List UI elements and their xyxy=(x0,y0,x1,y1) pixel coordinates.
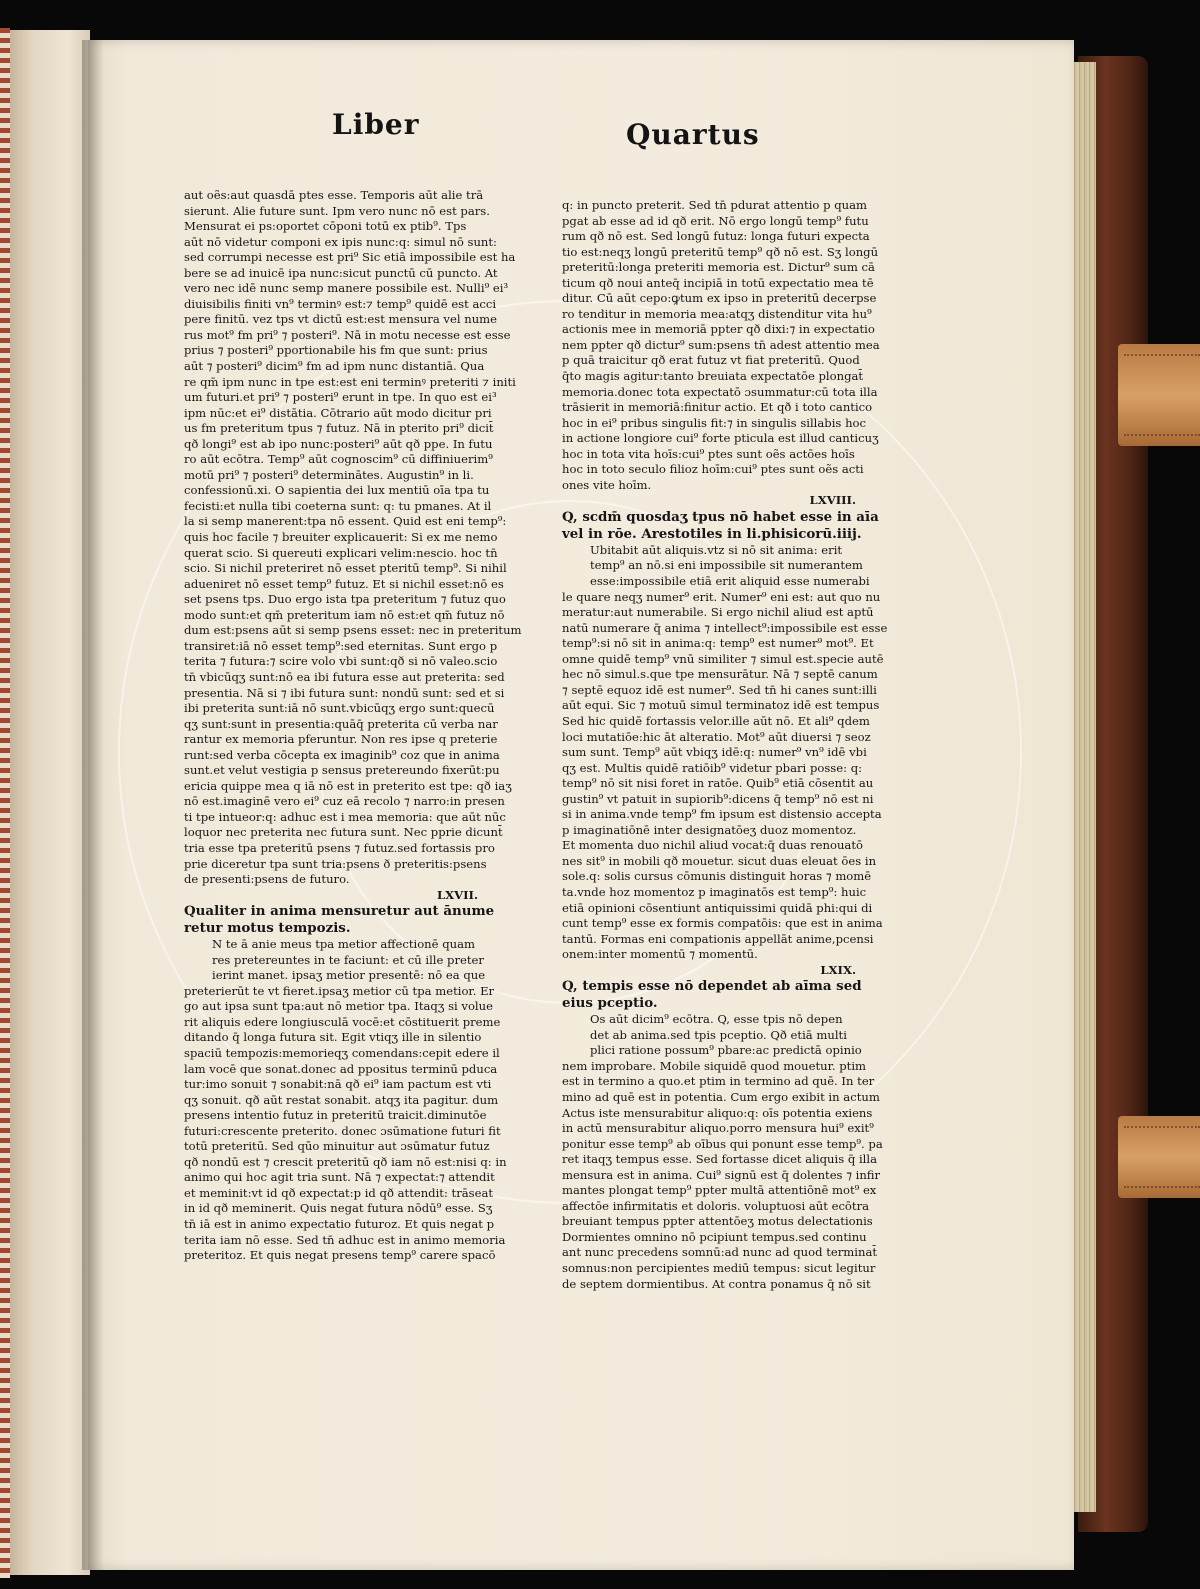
text-line: ibi preterita sunt:iā nō sunt.vbicūqʒ ergo sunt:quecū xyxy=(184,701,495,716)
text-line: ta.vnde hoz momentoz p imaginatōs est temp⁹: huic xyxy=(562,884,867,899)
text-line: memoria.donec tota expectatō ɔsummatur:cū tota illa xyxy=(562,384,878,399)
text-line: set psens tps. Duo ergo ista tpa preteritum ⁊ futuz quo xyxy=(184,592,506,607)
text-column-right xyxy=(562,198,888,1291)
text-line: ponitur esse temp⁹ ab oībus qui ponunt esse temp⁹. pa xyxy=(562,1136,883,1151)
text-line: qð longi⁹ est ab ipo nunc:posteri⁹ aūt qð ppe. In futu xyxy=(184,436,493,451)
book-left-page xyxy=(0,30,90,1575)
running-head-left: Liber xyxy=(332,108,420,141)
text-line: temp⁹:si nō sit in anima:q: temp⁹ est numer⁹ mot⁹. Et xyxy=(562,636,874,651)
text-line: modo sunt:et qm̄ preteritum iam nō est:et qm̄ futuz nō xyxy=(184,607,505,622)
text-line: et meminit:vt id qð expectat:p id qð attendit: trāseat xyxy=(184,1185,494,1200)
text-line: Sed hic quidē fortassis velor.ille aūt nō. Et ali⁹ qdem xyxy=(562,713,870,728)
text-line: Mensurat ei ps:oportet cōponi totū ex ptib⁹. Tps xyxy=(184,219,467,234)
text-line: bere se ad inuicē ipa nunc:sicut punctū cū puncto. At xyxy=(184,265,498,280)
text-line: runt:sed verba cōcepta ex imaginib⁹ coz que in anima xyxy=(184,747,500,762)
text-line: mino ad quē est in potentia. Cum ergo exibit in actum xyxy=(562,1089,880,1104)
text-line: tn̄ vbicūqʒ sunt:nō ea ibi futura esse aut preterita: sed xyxy=(184,669,505,684)
text-line: go aut ipsa sunt tpa:aut nō metior tpa. Itaqʒ si volue xyxy=(184,999,493,1014)
clasp-strap-top xyxy=(1118,344,1200,446)
text-line: presentia. Nā si ⁊ ibi futura sunt: nondū sunt: sed et si xyxy=(184,685,505,700)
chapter-number: LXVII. xyxy=(436,887,478,902)
text-line: mantes plongat temp⁹ ppter multā attentiōnē mot⁹ ex xyxy=(562,1183,877,1198)
text-line: rum qð nō est. Sed longū futuz: longa futuri expecta xyxy=(562,229,870,244)
chapter-number: LXVIII. xyxy=(809,493,856,508)
text-line: re qm̄ ipm nunc in tpe est:est eni terminꝰ preteriti ⁊ initi xyxy=(184,374,516,389)
text-line: preteritoz. Et quis negat presens temp⁹ carere spacō xyxy=(184,1248,496,1263)
text-line: Qualiter in anima mensuretur aut ānume xyxy=(184,903,495,920)
text-line: si in anima.vnde temp⁹ fm ipsum est distensio accepta xyxy=(562,807,882,822)
text-line: de presenti:psens de futuro. xyxy=(184,872,350,887)
text-line: onem:inter momentū ⁊ momentū. xyxy=(562,947,758,962)
text-line: sole.q: solis cursus cōmunis distinguit horas ⁊ momē xyxy=(562,869,872,884)
text-line: ericia quippe mea q iā nō est in preterito est tpe: qð iaʒ xyxy=(184,778,512,793)
text-line: affectōe infirmitatis et doloris. voluptuosi aūt ecōtra xyxy=(562,1198,870,1213)
text-line: totū preteritū. Sed qūo minuitur aut ɔsūmatur futuz xyxy=(184,1139,490,1154)
text-line: aūt ⁊ posteri⁹ dicim⁹ fm ad ipm nunc distantiā. Qua xyxy=(184,359,485,374)
text-line: esse:impossibile etiā erit aliquid esse numerabi xyxy=(590,574,870,589)
text-line: loquor nec preterita nec futura sunt. Nec pprie dicunt̄ xyxy=(184,825,503,840)
text-line: quis hoc facile ⁊ breuiter explicauerit: Si ex me nemo xyxy=(184,530,498,545)
text-line: sierunt. Alie future sunt. Ipm vero nunc nō est pars. xyxy=(184,203,490,218)
text-line: tur:imo sonuit ⁊ sonabit:nā qð ei⁹ iam pactum est vti xyxy=(184,1077,492,1092)
text-line: q: in puncto preterit. Sed tn̄ pdurat attentio p quam xyxy=(562,198,867,212)
text-line: in actū mensurabitur aliquo.porro mensura hui⁹ exit⁹ xyxy=(562,1121,874,1136)
text-line: aūt equi. Sic ⁊ motuū simul terminatoz idē est tempus xyxy=(562,698,880,713)
text-line: natū numerare q̄ anima ⁊ intellect⁹:impossibile est esse xyxy=(562,620,888,635)
text-line: Q, tempis esse nō dependet ab aīma sed xyxy=(562,978,862,995)
text-line: le quare neqʒ numer⁹ erit. Numer⁹ eni est: aut quo nu xyxy=(562,589,881,604)
text-line: omne quidē temp⁹ vnū similiter ⁊ simul est.specie autē xyxy=(562,651,884,666)
text-line: in actione longiore cui⁹ forte pticula est illud canticuʒ xyxy=(562,431,879,446)
text-line: Dormientes omnino nō pcipiunt tempus.sed continu xyxy=(562,1229,867,1244)
text-line: eius pceptio. xyxy=(562,995,658,1012)
text-column-left xyxy=(184,188,522,1263)
text-line: etiā opinioni cōsentiunt antiquissimi quidā phi:qui di xyxy=(562,900,873,915)
text-line: rit aliquis edere longiusculā vocē:et cōstituerit preme xyxy=(184,1014,501,1029)
text-line: lam vocē que sonat.donec ad ppositus terminū pduca xyxy=(184,1061,498,1076)
text-line: transiret:iā nō esset temp⁹:sed eternitas. Sunt ergo p xyxy=(184,638,498,653)
text-line: N te ā anie meus tpa metior affectionē quam xyxy=(212,937,475,952)
text-line: actionis mee in memoriā ppter qð dixi:⁊ in expectatio xyxy=(562,322,875,337)
text-line: um futuri.et pri⁹ ⁊ posteri⁹ erunt in tpe. In quo est ei³ xyxy=(184,390,497,405)
text-line: ditur. Cū aūt cepo:ꝙtum ex ipso in preteritū decerpse xyxy=(562,291,877,306)
text-line: Actus iste mensurabitur aliquo:q: oīs potentia exiens xyxy=(562,1105,873,1120)
page-fold-shadow xyxy=(82,40,104,1570)
text-line: tio est:neqʒ longū preteritū temp⁹ qð nō est. Sʒ longū xyxy=(562,244,879,259)
text-line: animo qui hoc agit tria sunt. Nā ⁊ expectat:⁊ attendit xyxy=(184,1170,495,1185)
text-line: tria esse tpa preteritū psens ⁊ futuz.sed fortassis pro xyxy=(184,840,495,855)
text-line: qʒ sunt:sunt in presentia:quāq̄ preterita cū verba nar xyxy=(184,716,498,731)
text-line: vel in rōe. Arestotiles in li.phisicorū.iiij. xyxy=(562,525,862,542)
text-line: prius ⁊ posteri⁹ pportionabile his fm que sunt: prius xyxy=(184,343,488,358)
text-line: ierint manet. ipsaʒ metior presentē: nō ea que xyxy=(212,968,486,983)
text-line: rantur ex memoria pferuntur. Non res ipse q preterie xyxy=(184,732,498,747)
text-line: ro tenditur in memoria mea:atqʒ distenditur vita hu⁹ xyxy=(562,306,872,321)
text-line: ⁊ septē equoz idē est numer⁹. Sed tn̄ hi canes sunt:illi xyxy=(562,682,877,697)
text-line: tantū. Formas eni compationis appellāt anime,pcensi xyxy=(562,931,874,946)
text-line: fecisti:et nulla tibi coeterna sunt: q: tu pmanes. At il xyxy=(184,498,492,513)
text-line: pere finitū. vez tps vt dictū est:est mensura vel nume xyxy=(184,312,498,327)
text-line: sed corrumpi necesse est pri⁹ Sic etiā impossibile est ha xyxy=(184,250,516,265)
text-line: nem improbare. Mobile siquidē quod mouetur. ptim xyxy=(562,1058,867,1073)
text-line: rus mot⁹ fm pri⁹ ⁊ posteri⁹. Nā in motu necesse est esse xyxy=(184,327,511,342)
left-binding-edge xyxy=(0,28,10,1578)
text-line: us fm preteritum tpus ⁊ futuz. Nā in pterito pri⁹ dicit̄ xyxy=(184,421,494,436)
text-line: presens intentio futuz in preteritū traicit.diminutōe xyxy=(184,1108,487,1123)
text-line: de septem dormientibus. At contra ponamus q̄ nō sit xyxy=(562,1276,871,1291)
text-line: ditando q̄ longa futura sit. Egit vtiqʒ ille in silentio xyxy=(184,1030,482,1045)
text-line: qð nondū est ⁊ crescit preteritū qð iam nō est:nisi q: in xyxy=(184,1154,507,1169)
text-line: aūt nō videtur componi ex ipis nunc:q: simul nō sunt: xyxy=(184,234,497,249)
text-line: nes sit⁹ in mobili qð mouetur. sicut duas eleuat ōes in xyxy=(562,853,877,868)
text-line: qʒ est. Multis quidē ratiōib⁹ videtur pbari posse: q: xyxy=(562,760,863,775)
text-line: Ubitabit aūt aliquis.vtz si nō sit anima: erit xyxy=(590,542,843,557)
text-line: hoc in toto seculo filioz hoīm:cui⁹ ptes sunt oẽs acti xyxy=(562,462,864,477)
text-line: ipm nūc:et ei⁹ distātia. Cōtrario aūt modo dicitur pri xyxy=(184,405,492,420)
text-line: ti tpe intueor:q: adhuc est i mea memoria: que aūt nūc xyxy=(184,809,506,824)
text-line: mensura est in anima. Cui⁹ signū est q̄ dolentes ⁊ infir xyxy=(562,1167,881,1182)
text-line: terita ⁊ futura:⁊ scire volo vbi sunt:qð si nō valeo.scio xyxy=(184,654,498,669)
text-line: p imaginatiōnē inter designatōeʒ duoz momentoz. xyxy=(562,822,857,837)
text-line: in id qð meminerit. Quis negat futura nōdū⁹ esse. Sʒ xyxy=(184,1201,493,1216)
text-line: p quā traicitur qð erat futuz vt fiat preteritū. Quod xyxy=(562,353,860,368)
text-line: ones vite hoīm. xyxy=(562,477,652,492)
text-line: res pretereuntes in te faciunt: et cū ille preter xyxy=(212,952,484,967)
text-line: hoc in ei⁹ pribus singulis fit:⁊ in singulis sillabis hoc xyxy=(562,415,867,430)
text-line: ticum qð noui anteq̄ incipiā in totū expectatio mea tē xyxy=(562,275,874,290)
text-line: tn̄ iā est in animo expectatio futuroz. Et quis negat p xyxy=(184,1217,495,1231)
text-line: sunt.et velut vestigia p sensus pretereundo fixerūt:pu xyxy=(184,763,500,778)
text-line: confessionū.xi. O sapientia dei lux mentiū oīa tpa tu xyxy=(184,483,490,498)
text-line: dum est:psens aūt si semp psens esset: nec in preteritum xyxy=(184,623,522,638)
text-line: Et momenta duo nichil aliud vocat:q̄ duas renouatō xyxy=(562,838,863,853)
running-head-right: Quartus xyxy=(626,118,760,151)
text-line: diuisibilis finiti vn⁹ terminꝰ est:⁊ temp⁹ quidē est acci xyxy=(184,296,497,311)
text-line: ant nunc precedens somnū:ad nunc ad quod terminat̄ xyxy=(562,1245,878,1260)
text-line: retur motus tempozis. xyxy=(184,920,351,937)
text-line: ro aūt ecōtra. Temp⁹ aūt cognoscim⁹ cū diffiniuerim⁹ xyxy=(184,452,493,467)
text-line: scio. Si nichil preteriret nō esset pteritū temp⁹. Si nihil xyxy=(184,561,507,576)
text-line: Os aūt dicim⁹ ecōtra. Q, esse tpis nō depen xyxy=(590,1012,843,1027)
text-line: temp⁹ nō sit nisi foret in ratōe. Quib⁹ etiā cōsentit au xyxy=(562,776,874,791)
text-line: futuri:crescente preterito. donec ɔsūmatione futuri fit xyxy=(184,1123,501,1138)
text-line: pgat ab esse ad id qð erit. Nō ergo longū temp⁹ futu xyxy=(562,213,869,228)
text-line: breuiant tempus ppter attentōeʒ motus delectationis xyxy=(562,1214,873,1229)
text-line: det ab anima.sed tpis pceptio. Qð etiā multi xyxy=(590,1027,847,1042)
text-line: prie diceretur tpa sunt tria:psens ð preteritis:psens xyxy=(184,856,487,871)
text-line: la si semp manerent:tpa nō essent. Quid est eni temp⁹: xyxy=(184,514,507,529)
text-line: cunt temp⁹ esse ex formis compatōis: que est in anima xyxy=(562,916,883,931)
text-line: plici ratione possum⁹ pbare:ac predictā opinio xyxy=(590,1043,862,1058)
text-line: preterierūt te vt fieret.ipsaʒ metior cū tpa metior. Er xyxy=(184,983,495,998)
clasp-strap-bottom xyxy=(1118,1116,1200,1198)
text-line: hoc in tota vita hoīs:cui⁹ ptes sunt oẽs actōes hoīs xyxy=(562,446,855,461)
text-line: gustin⁹ vt patuit in supiorib⁹:dicens q̄ temp⁹ nō est ni xyxy=(562,791,874,806)
text-line: sum sunt. Temp⁹ aūt vbiqʒ idē:q: numer⁹ vn⁹ idē vbi xyxy=(562,745,867,760)
chapter-number: LXIX. xyxy=(820,962,856,977)
text-line: Q, scdm̄ quosdaʒ tpus nō habet esse in aīa xyxy=(562,508,879,525)
text-line: qʒ sonuit. qð aūt restat sonabit. atqʒ ita pagitur. dum xyxy=(184,1092,499,1107)
text-line: meratur:aut numerabile. Si ergo nichil aliud est aptū xyxy=(562,605,874,620)
text-line: hec nō simul.s.que tpe mensurātur. Nā ⁊ septē canum xyxy=(562,667,878,682)
text-line: trāsierit in memoriā:finitur actio. Et qð i toto cantico xyxy=(562,400,873,415)
text-line: vero nec idē nunc semp manere possibile est. Nulli⁹ ei³ xyxy=(184,281,509,296)
text-line: aut oẽs:aut quasdā ptes esse. Temporis aūt alie trā xyxy=(184,188,484,202)
text-line: querat scio. Si quereuti explicari velim:nescio. hoc tn̄ xyxy=(184,545,498,560)
text-line: q̄to magis agitur:tanto breuiata expectatōe plongat̄ xyxy=(562,369,864,384)
text-line: nō est.imaginē vero ei⁹ cuz eā recolo ⁊ narro:in presen xyxy=(184,794,505,809)
text-line: temp⁹ an nō.si eni impossibile sit numerantem xyxy=(590,558,863,573)
text-line: somnus:non percipientes mediū tempus: sicut legitur xyxy=(562,1261,876,1275)
text-line: adueniret nō esset temp⁹ futuz. Et si nichil esset:nō es xyxy=(184,576,504,591)
text-line: spaciū tempozis:memorieqʒ comendans:cepit edere il xyxy=(184,1045,500,1060)
text-line: preteritū:longa preteriti memoria est. Dictur⁹ sum cā xyxy=(562,260,875,275)
text-line: loci mutatiōe:hic āt alteratio. Mot⁹ aūt diuersi ⁊ seoz xyxy=(562,729,871,744)
text-line: est in termino a quo.et ptim in termino ad quē. In ter xyxy=(562,1074,875,1089)
text-line: motū pri⁹ ⁊ posteri⁹ determinātes. Augustin⁹ in li. xyxy=(184,467,474,482)
text-line: ret itaqʒ tempus esse. Sed fortasse dicet aliquis q̄ illa xyxy=(562,1152,877,1167)
text-line: terita iam nō esse. Sed tn̄ adhuc est in animo memoria xyxy=(184,1232,506,1247)
text-line: nem ppter qð dictur⁹ sum:psens tn̄ adest attentio mea xyxy=(562,337,880,352)
